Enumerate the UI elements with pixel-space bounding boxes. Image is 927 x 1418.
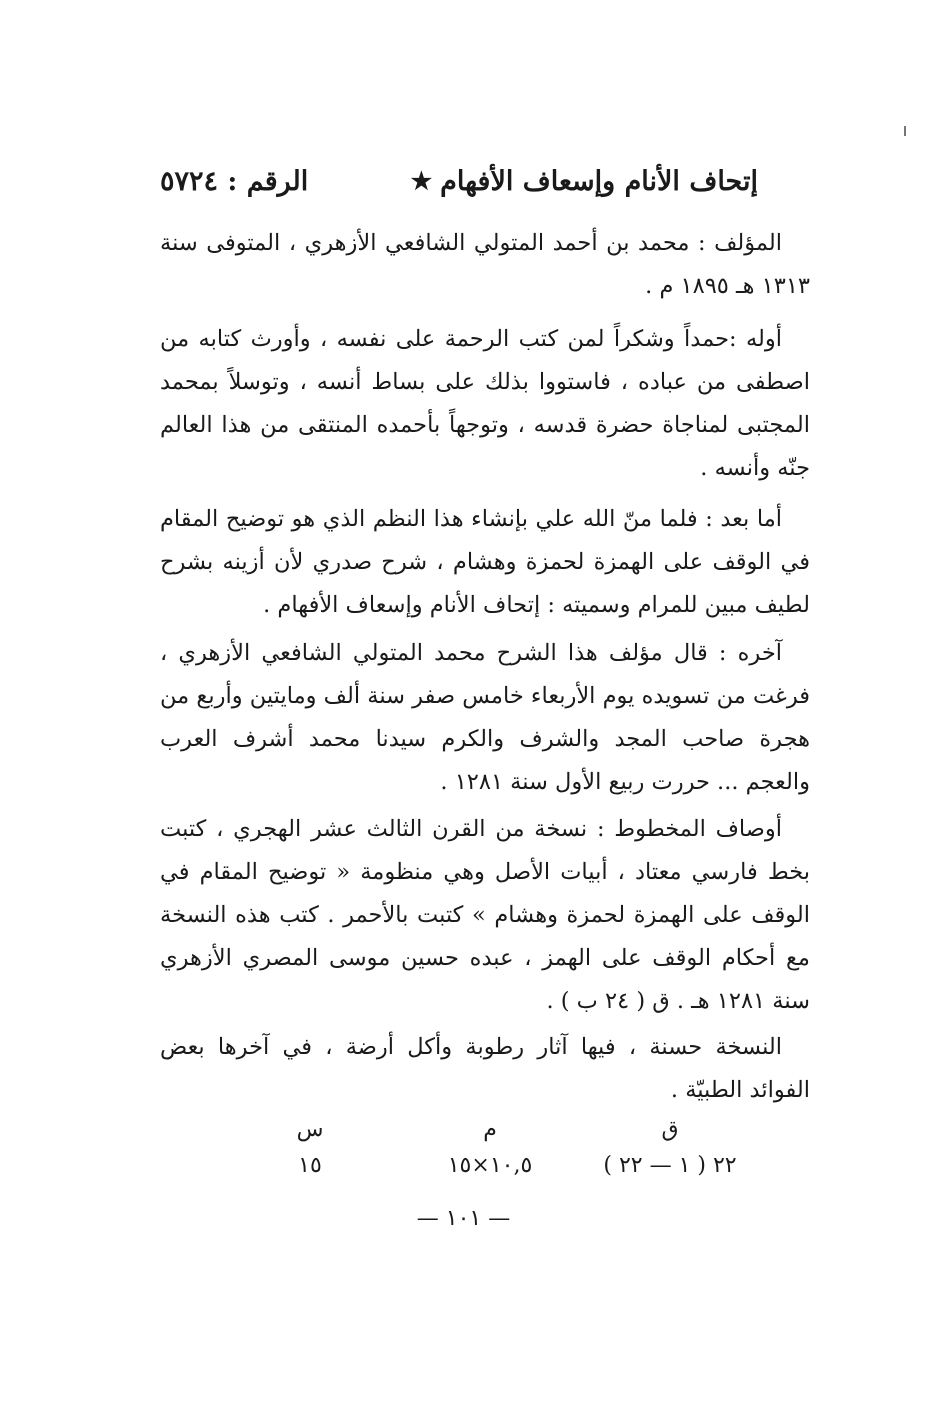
scan-mark <box>904 126 906 136</box>
description-paragraph <box>160 808 810 1023</box>
description-text: أوصاف المخطوط : نسخة من القرن الثالث عشر الهجري ، كتبت بخط فارسي معتاد ، أبيات الأصل وهي منظومة « توضيح المقام في الوقف على الهمزة لحمزة وهشام » كتبت بالأحمر . كتب هذه النسخة مع أحكام الوقف على الهمز ، عبده حسين موسى المصري الأزهري سنة ١٢٨١ هـ . ق ( ٢٤ ب ) . <box>160 816 810 1014</box>
star-icon: ★ <box>410 166 433 195</box>
collation-value-lines: ١٥ <box>298 1153 322 1178</box>
preface-text: أما بعد : فلما منّ الله علي بإنشاء هذا النظم الذي هو توضيح المقام في الوقف على الهمزة لحمزة وهشام ، شرح صدري لأن أزينه بشرح لطيف مبين للمرام وسميته : إتحاف الأنام وإسعاف الأفهام . <box>160 506 810 618</box>
preface-paragraph <box>160 498 810 627</box>
author-text: المؤلف : محمد بن أحمد المتولي الشافعي الأزهري ، المتوفى سنة ١٣١٣ هـ ١٨٩٥ م . <box>160 230 810 299</box>
explicit-text: آخره : قال مؤلف هذا الشرح محمد المتولي الشافعي الأزهري ، فرغت من تسويده يوم الأربعاء خامس صفر سنة ألف ومايتين وأربع من هجرة صاحب المجد والشرف والكرم سيدنا محمد أشرف العرب والعجم ... حررت ربيع الأول سنة ١٢٨١ . <box>160 640 810 795</box>
entry-title-group <box>411 166 758 197</box>
entry-header <box>160 158 758 204</box>
collation-value-folios: ٢٢ ( ١ — ٢٢ ) <box>603 1153 737 1178</box>
page-number: — ١٠١ — <box>416 1206 511 1231</box>
incipit-paragraph <box>160 318 810 490</box>
collation-header-size: م <box>483 1117 497 1142</box>
collation-value-row <box>240 1148 740 1184</box>
collation-header-lines: س <box>296 1117 324 1142</box>
incipit-text: أوله :حمداً وشكراً لمن كتب الرحمة على نفسه ، وأورث كتابه من اصطفى من عباده ، فاستووا بذلك على بساط أنسه ، وتوسلاً بمحمد المجتبى لمناجاة حضرة قدسه ، وتوجهاً بأحمده المنتقى من هذا العالم جنّه وأنسه . <box>160 326 810 481</box>
record-number: الرقم : ٥٧٢٤ <box>160 165 309 197</box>
explicit-paragraph <box>160 632 810 804</box>
author-paragraph <box>160 222 810 308</box>
entry-title: إتحاف الأنام وإسعاف الأفهام <box>440 165 758 197</box>
collation-header-folios: ق <box>661 1117 679 1142</box>
collation-value-size: ١٠,٥×١٥ <box>447 1153 533 1178</box>
condition-text: النسخة حسنة ، فيها آثار رطوبة وأكل أرضة ، في آخرها بعض الفوائد الطبيّة . <box>160 1034 810 1103</box>
condition-paragraph <box>160 1026 810 1112</box>
collation-table <box>240 1112 740 1184</box>
collation-header-row <box>240 1112 740 1148</box>
